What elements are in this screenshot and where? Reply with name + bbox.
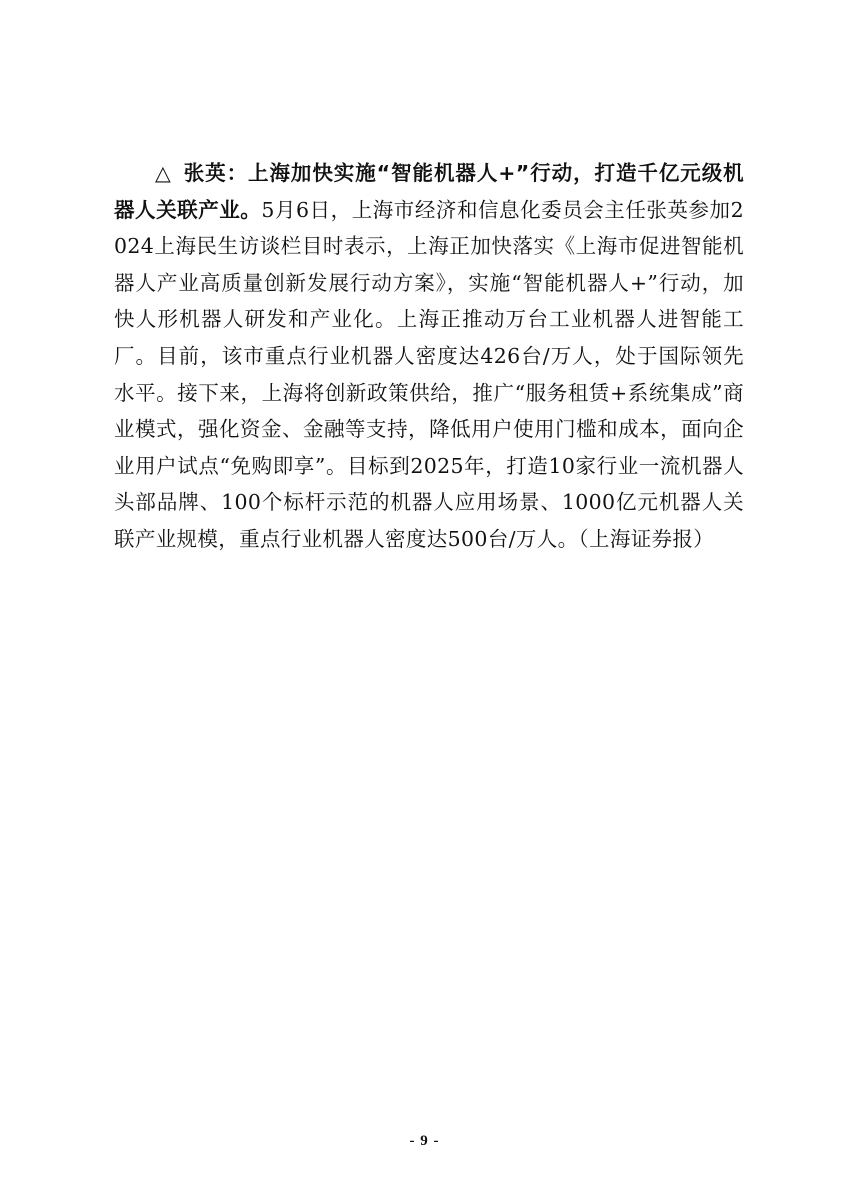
triangle-marker-icon: △ <box>155 161 172 185</box>
page-number: - 9 - <box>409 1133 440 1149</box>
news-headline: 张英：上海加快实施“智能机器人+”行动，打造千亿元级机器人关联产业。 <box>114 161 744 222</box>
news-paragraph <box>114 155 744 558</box>
news-body: 5月6日，上海市经济和信息化委员会主任张英参加2024上海民生访谈栏目时表示，上海正加快落实《上海市促进智能机器人产业高质量创新发展行动方案》，实施“智能机器人+”行动，加快人形机器人研发和产业化。上海正推动万台工业机器人进智能工厂。目前，该市重点行业机器人密度达426台/万人，处于国际领先水平。接下来，上海将创新政策供给，推广“服务租赁+系统集成”商业模式，强化资金、金融等支持，降低用户使用门槛和成本，面向企业用户试点“免购即享”。目标到2025年，打造10家行业一流机器人头部品牌、100个标杆示范的机器人应用场景、1000亿元机器人关联产业规模，重点行业机器人密度达500台/万人。（上海证券报） <box>114 197 744 551</box>
